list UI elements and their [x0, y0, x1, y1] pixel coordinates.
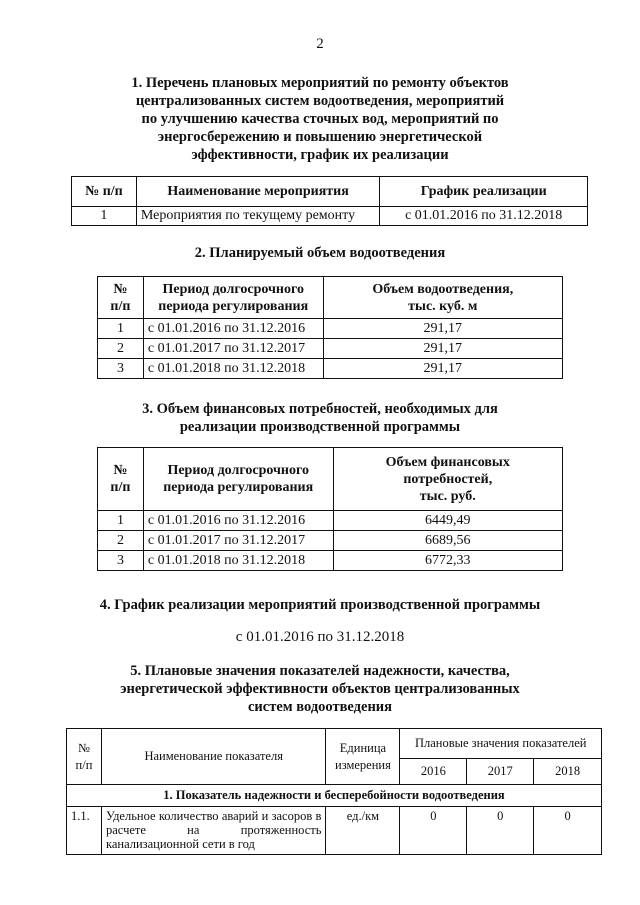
- section-5-title-line: систем водоотведения: [247, 699, 393, 715]
- period-cell: с 01.01.2018 по 31.12.2018: [143, 551, 333, 571]
- header-line: Объем водоотведения,: [372, 281, 514, 297]
- row-num: 1: [98, 511, 144, 531]
- section-1-title-line: 1. Перечень плановых мероприятий по ремонту объектов: [131, 75, 509, 91]
- section-1-title-line: энергосбережению и повышению энергетической: [157, 129, 483, 145]
- column-header-year: 2016: [400, 759, 467, 785]
- row-num: 3: [98, 551, 144, 571]
- header-line: №: [113, 463, 128, 478]
- header-line: измерения: [335, 757, 391, 772]
- table-row: [98, 531, 563, 551]
- column-header-planned-values: Плановые значения показателей: [400, 729, 602, 759]
- row-num: 2: [98, 531, 144, 551]
- header-line: тыс. руб.: [419, 488, 476, 504]
- column-header-period: [143, 277, 323, 319]
- table-row: [98, 339, 563, 359]
- period-cell: с 01.01.2016 по 31.12.2016: [143, 511, 333, 531]
- column-header-unit: [326, 729, 400, 785]
- header-line: п/п: [110, 298, 131, 314]
- column-header-period: [143, 448, 333, 511]
- financial-cell: 6689,56: [333, 531, 562, 551]
- period-cell: с 01.01.2018 по 31.12.2018: [143, 359, 323, 379]
- section-3-title: [0, 400, 640, 436]
- header-line: периода регулирования: [158, 298, 309, 314]
- page-number: 2: [316, 36, 324, 52]
- indicator-name: Удельное количество аварий и засоров в расчете на протяженность канализационной сети в год: [101, 807, 325, 855]
- financial-cell: 6772,33: [333, 551, 562, 571]
- column-header-num: № п/п: [72, 177, 137, 207]
- period-cell: с 01.01.2017 по 31.12.2017: [143, 339, 323, 359]
- row-num: 1.1.: [67, 807, 102, 855]
- table-row: [98, 511, 563, 531]
- column-header-num: [98, 277, 144, 319]
- section-4-title: 4. График реализации мероприятий производственной программы: [99, 597, 541, 613]
- table-row: [98, 551, 563, 571]
- table-row: [98, 319, 563, 339]
- header-line: №: [113, 281, 128, 297]
- table-row: [67, 807, 602, 855]
- table-row: [98, 359, 563, 379]
- measures-table: [71, 176, 588, 226]
- table-header-row: [98, 277, 563, 319]
- section-5-title-line: энергетической эффективности объектов централизованных: [120, 681, 520, 697]
- column-header-measure: Наименование мероприятия: [136, 177, 380, 207]
- row-num: 3: [98, 359, 144, 379]
- period-cell: с 01.01.2016 по 31.12.2016: [143, 319, 323, 339]
- table-group-row: [67, 785, 602, 807]
- header-line: Период долгосрочного: [167, 463, 309, 478]
- section-1-title-line: централизованных систем водоотведения, мероприятий: [135, 93, 505, 109]
- section-1-title-line: по улучшению качества сточных вод, мероприятий по: [141, 111, 499, 127]
- table-header-row: [98, 448, 563, 511]
- section-1-title-line: эффективности, график их реализации: [191, 147, 449, 163]
- section-5-title: [0, 662, 640, 716]
- section-1-title: [0, 74, 640, 164]
- measure-name: Мероприятия по текущему ремонту: [136, 207, 380, 226]
- header-line: №: [78, 740, 90, 755]
- header-line: п/п: [110, 480, 131, 495]
- table-header-row: [72, 177, 588, 207]
- table-row: [72, 207, 588, 226]
- column-header-financial: [333, 448, 562, 511]
- volume-cell: 291,17: [323, 359, 562, 379]
- column-header-year: 2017: [467, 759, 534, 785]
- volume-cell: 291,17: [323, 319, 562, 339]
- column-header-indicator: Наименование показателя: [101, 729, 325, 785]
- header-line: Единица: [339, 740, 387, 755]
- column-header-schedule: График реализации: [380, 177, 588, 207]
- program-schedule: с 01.01.2016 по 31.12.2018: [235, 629, 405, 645]
- row-num: 2: [98, 339, 144, 359]
- header-line: п/п: [75, 757, 93, 772]
- volume-table: [97, 276, 563, 379]
- section-3-title-line: реализации производственной программы: [179, 419, 461, 435]
- volume-cell: 291,17: [323, 339, 562, 359]
- measure-schedule: с 01.01.2016 по 31.12.2018: [380, 207, 588, 226]
- financial-table: [97, 447, 563, 571]
- section-3-title-line: 3. Объем финансовых потребностей, необходимых для: [142, 401, 498, 417]
- indicator-value-2016: 0: [400, 807, 467, 855]
- indicators-table: [66, 728, 602, 855]
- header-line: тыс. куб. м: [408, 298, 478, 314]
- column-header-year: 2018: [534, 759, 602, 785]
- table-header-row: [67, 729, 602, 759]
- indicator-value-2017: 0: [467, 807, 534, 855]
- row-num: 1: [98, 319, 144, 339]
- indicator-value-2018: 0: [534, 807, 602, 855]
- indicator-group-title: 1. Показатель надежности и бесперебойности водоотведения: [67, 785, 602, 807]
- header-line: периода регулирования: [163, 480, 314, 495]
- section-2-title: 2. Планируемый объем водоотведения: [194, 245, 446, 261]
- financial-cell: 6449,49: [333, 511, 562, 531]
- indicator-unit: ед./км: [326, 807, 400, 855]
- column-header-num: [67, 729, 102, 785]
- column-header-volume: [323, 277, 562, 319]
- row-num: 1: [72, 207, 137, 226]
- header-line: Объем финансовых: [385, 454, 510, 470]
- column-header-num: [98, 448, 144, 511]
- header-line: Период долгосрочного: [162, 281, 304, 297]
- header-line: потребностей,: [403, 471, 493, 487]
- section-5-title-line: 5. Плановые значения показателей надежности, качества,: [130, 663, 510, 679]
- period-cell: с 01.01.2017 по 31.12.2017: [143, 531, 333, 551]
